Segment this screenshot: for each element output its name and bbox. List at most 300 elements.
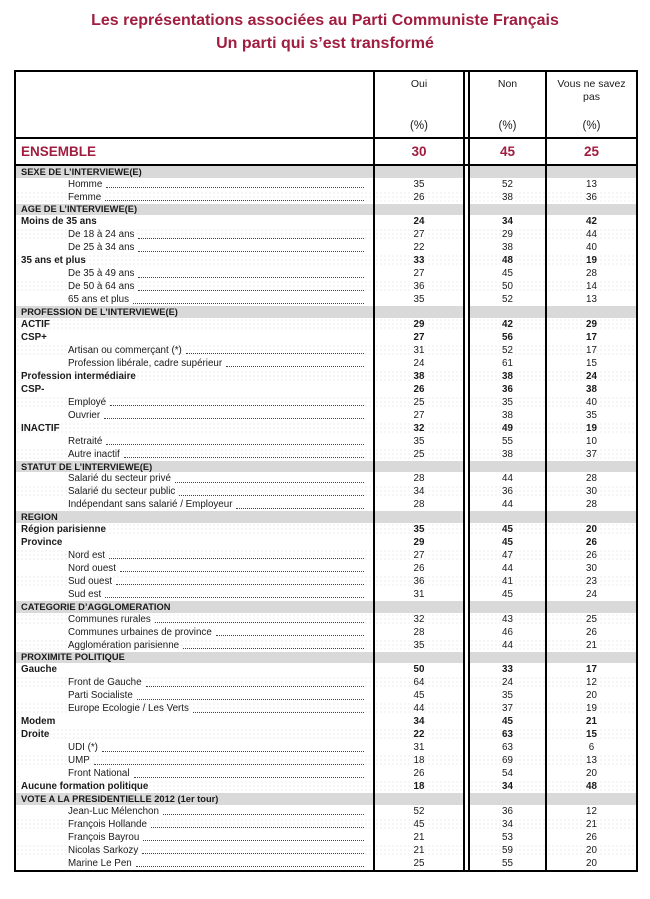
nsp-value: 40	[547, 396, 636, 409]
nsp-value: 42	[586, 216, 597, 228]
row-label-cell	[16, 805, 375, 818]
non-value: 36	[468, 383, 547, 396]
nsp-value: 20	[547, 523, 636, 536]
section-band-cell	[375, 461, 465, 473]
non-value: 52	[468, 178, 547, 191]
column-label: Oui	[410, 78, 428, 90]
table-row	[16, 215, 636, 228]
oui-value: 38	[375, 370, 465, 383]
dotted-leader	[216, 635, 364, 636]
non-value: 48	[468, 254, 547, 267]
dotted-leader	[136, 866, 364, 867]
table-row	[16, 831, 636, 844]
oui-value: 33	[375, 254, 465, 267]
oui-value: 25	[375, 857, 465, 870]
table-row	[16, 805, 636, 818]
section-band-cell	[547, 652, 636, 664]
section-band-cell	[375, 511, 465, 523]
oui-value: 21	[375, 844, 465, 857]
section-header-row	[16, 601, 636, 613]
section-header-row	[16, 204, 636, 216]
row-label: ACTIF	[21, 318, 50, 330]
oui-value: 18	[375, 754, 465, 767]
nsp-value: 25	[547, 613, 636, 626]
row-label-cell	[16, 228, 375, 241]
row-label: Agglomération parisienne	[68, 639, 180, 651]
non-value: 44	[468, 472, 547, 485]
non-value: 47	[468, 549, 547, 562]
dotted-leader	[155, 622, 364, 623]
non-value: 38	[468, 191, 547, 204]
dotted-leader	[138, 238, 364, 239]
oui-value: 27	[375, 267, 465, 280]
oui-value: 36	[375, 575, 465, 588]
row-label-cell	[16, 626, 375, 639]
dotted-leader	[175, 482, 364, 483]
oui-value: 45	[375, 689, 465, 702]
table-row	[16, 639, 636, 652]
non-value: 54	[468, 767, 547, 780]
row-label: CSP-	[21, 383, 45, 395]
oui-value: 27	[375, 331, 465, 344]
table-row	[16, 409, 636, 422]
percent-unit: (%)	[582, 119, 601, 132]
non-value: 52	[468, 344, 547, 357]
non-value: 38	[468, 448, 547, 461]
row-label: Indépendant sans salarié / Employeur	[68, 499, 233, 511]
non-value: 34	[468, 215, 547, 228]
oui-value: 26	[375, 767, 465, 780]
table-row	[16, 536, 636, 549]
table-row	[16, 344, 636, 357]
non-value: 35	[468, 689, 547, 702]
table-header-row	[16, 72, 636, 139]
section-band-cell	[375, 166, 465, 178]
dotted-leader	[106, 187, 364, 188]
dotted-leader	[138, 277, 364, 278]
nsp-value: 17	[586, 331, 597, 343]
section-header-label: SEXE DE L’INTERVIEWE(E)	[16, 166, 375, 178]
row-label: Gauche	[21, 664, 57, 676]
oui-value: 22	[375, 728, 465, 741]
section-header-label: REGION	[16, 511, 375, 523]
table-row	[16, 383, 636, 396]
nsp-value: 28	[586, 268, 597, 280]
table-row	[16, 702, 636, 715]
oui-value: 29	[375, 318, 465, 331]
table-row	[16, 523, 636, 536]
dotted-leader	[94, 764, 364, 765]
row-label: UDI (*)	[68, 742, 98, 754]
row-label: Salarié du secteur privé	[68, 473, 171, 485]
row-label-cell	[16, 191, 375, 204]
dotted-leader	[183, 648, 364, 649]
non-value: 34	[468, 780, 547, 793]
row-label: CSP+	[21, 331, 47, 343]
nsp-value: 28	[586, 499, 597, 511]
table-row	[16, 857, 636, 870]
row-label-cell	[16, 715, 375, 728]
nsp-value: 15	[547, 728, 636, 741]
row-label: François Hollande	[68, 818, 147, 830]
dotted-leader	[120, 571, 364, 572]
oui-value: 27	[375, 228, 465, 241]
row-label: Autre inactif	[68, 448, 120, 460]
row-label-cell	[16, 472, 375, 485]
nsp-value: 10	[586, 435, 597, 447]
row-label-cell	[16, 663, 375, 676]
dotted-leader	[138, 251, 364, 252]
section-header-row	[16, 652, 636, 664]
nsp-value: 19	[547, 422, 636, 435]
ensemble-nsp-value: 25	[583, 144, 600, 159]
oui-value: 45	[375, 818, 465, 831]
non-value: 38	[468, 241, 547, 254]
oui-value: 35	[375, 178, 465, 191]
non-value: 45	[468, 588, 547, 601]
dotted-leader	[193, 712, 364, 713]
non-value: 55	[468, 857, 547, 870]
nsp-value: 19	[547, 254, 636, 267]
section-band-cell	[547, 461, 636, 473]
table-row	[16, 435, 636, 448]
oui-value: 44	[375, 702, 465, 715]
table-row	[16, 626, 636, 639]
section-band-cell	[375, 204, 465, 216]
row-label: Aucune formation politique	[21, 781, 149, 793]
non-value: 45	[468, 523, 547, 536]
non-value: 34	[468, 818, 547, 831]
row-label: 35 ans et plus	[21, 255, 86, 267]
table-row	[16, 178, 636, 191]
non-value: 56	[468, 331, 547, 344]
table-row	[16, 844, 636, 857]
row-label-cell	[16, 689, 375, 702]
oui-value: 25	[375, 396, 465, 409]
dotted-leader	[142, 853, 364, 854]
nsp-value: 13	[547, 754, 636, 767]
nsp-value: 20	[586, 857, 597, 869]
row-label: Front de Gauche	[68, 677, 142, 689]
row-label-cell	[16, 293, 375, 306]
section-band-cell	[468, 166, 547, 178]
section-band-cell	[547, 511, 636, 523]
row-label-cell	[16, 396, 375, 409]
section-header-row	[16, 166, 636, 178]
oui-value: 24	[375, 215, 465, 228]
column-label: Vous ne savez pas	[557, 78, 626, 104]
nsp-value: 12	[586, 805, 597, 817]
oui-value: 21	[375, 831, 465, 844]
dotted-leader	[143, 840, 364, 841]
oui-value: 27	[375, 409, 465, 422]
table-row	[16, 280, 636, 293]
non-value: 53	[468, 831, 547, 844]
row-label: De 18 à 24 ans	[68, 229, 135, 241]
row-label-cell	[16, 241, 375, 254]
page-title-line1: Les représentations associées au Parti Communiste Français	[91, 12, 559, 29]
section-header-label: PROXIMITE POLITIQUE	[16, 652, 375, 664]
nsp-value: 35	[586, 409, 597, 421]
non-value: 52	[468, 293, 547, 306]
table-row	[16, 318, 636, 331]
row-label-cell	[16, 498, 375, 511]
percent-unit: (%)	[410, 119, 428, 132]
row-label: Salarié du secteur public	[68, 486, 176, 498]
ensemble-non-value: 45	[468, 139, 547, 164]
row-label: Sud est	[68, 588, 102, 600]
row-label-cell	[16, 485, 375, 498]
table-row	[16, 588, 636, 601]
nsp-value: 29	[547, 318, 636, 331]
row-label: Marine Le Pen	[68, 857, 132, 869]
row-label-cell	[16, 728, 375, 741]
dotted-leader	[146, 686, 364, 687]
non-value: 36	[468, 485, 547, 498]
row-label-cell	[16, 702, 375, 715]
row-label-cell	[16, 435, 375, 448]
section-band-cell	[468, 204, 547, 216]
ensemble-row	[16, 139, 636, 166]
nsp-value: 20	[586, 768, 597, 780]
oui-value: 29	[375, 536, 465, 549]
table-row	[16, 357, 636, 370]
row-label: Modem	[21, 716, 56, 728]
non-value: 44	[468, 562, 547, 575]
header-empty-cell	[16, 72, 375, 137]
non-value: 43	[468, 613, 547, 626]
row-label-cell	[16, 549, 375, 562]
table-row	[16, 241, 636, 254]
row-label: François Bayrou	[68, 831, 140, 843]
nsp-value: 24	[547, 370, 636, 383]
row-label-cell	[16, 267, 375, 280]
nsp-value: 21	[547, 639, 636, 652]
column-header-non	[468, 72, 547, 137]
non-value: 61	[468, 357, 547, 370]
non-value: 55	[468, 435, 547, 448]
nsp-value: 12	[547, 676, 636, 689]
table-row	[16, 562, 636, 575]
nsp-value: 21	[547, 818, 636, 831]
table-row	[16, 767, 636, 780]
table-row	[16, 818, 636, 831]
row-label-cell	[16, 523, 375, 536]
page-title-line2: Un parti qui s’est transformé	[216, 35, 434, 53]
row-label: Région parisienne	[21, 523, 106, 535]
oui-value: 31	[375, 344, 465, 357]
section-header-row	[16, 461, 636, 473]
table-row	[16, 448, 636, 461]
table-row	[16, 754, 636, 767]
dotted-leader	[104, 418, 364, 419]
row-label-cell	[16, 536, 375, 549]
row-label-cell	[16, 422, 375, 435]
section-header-label: AGE DE L’INTERVIEWE(E)	[16, 204, 375, 216]
non-value: 24	[468, 676, 547, 689]
percent-unit: (%)	[498, 119, 517, 132]
non-value: 42	[468, 318, 547, 331]
non-value: 69	[468, 754, 547, 767]
row-label-cell	[16, 178, 375, 191]
oui-value: 50	[375, 663, 465, 676]
oui-value: 25	[375, 448, 465, 461]
oui-value: 35	[375, 435, 465, 448]
table-row	[16, 715, 636, 728]
row-label-cell	[16, 639, 375, 652]
row-label: Profession libérale, cadre supérieur	[68, 357, 223, 369]
non-value: 45	[468, 536, 547, 549]
section-band-cell	[468, 652, 547, 664]
table-row	[16, 485, 636, 498]
row-label-cell	[16, 562, 375, 575]
nsp-value: 20	[586, 690, 597, 702]
non-value: 37	[468, 702, 547, 715]
nsp-value: 13	[586, 178, 597, 190]
oui-value: 31	[375, 588, 465, 601]
row-label: Parti Socialiste	[68, 690, 133, 702]
dotted-leader	[163, 814, 364, 815]
section-band-cell	[375, 652, 465, 664]
nsp-value: 40	[586, 242, 597, 254]
dotted-leader	[186, 353, 364, 354]
row-label: Sud ouest	[68, 575, 113, 587]
section-band-cell	[468, 306, 547, 318]
dotted-leader	[110, 405, 364, 406]
nsp-value: 26	[547, 549, 636, 562]
section-header-row	[16, 306, 636, 318]
section-band-cell	[547, 601, 636, 613]
row-label-cell	[16, 280, 375, 293]
row-label-cell	[16, 318, 375, 331]
table-row	[16, 254, 636, 267]
oui-value: 34	[375, 485, 465, 498]
row-label: 65 ans et plus	[68, 294, 130, 306]
row-label-cell	[16, 254, 375, 267]
row-label-cell	[16, 613, 375, 626]
section-band-cell	[468, 601, 547, 613]
row-label: De 25 à 34 ans	[68, 242, 135, 254]
table-row	[16, 331, 636, 344]
row-label-cell	[16, 331, 375, 344]
row-label-cell	[16, 344, 375, 357]
table-row	[16, 676, 636, 689]
non-value: 63	[468, 728, 547, 741]
row-label: Ouvrier	[68, 409, 101, 421]
survey-table	[14, 70, 638, 872]
nsp-value: 26	[586, 626, 597, 638]
dotted-leader	[105, 597, 364, 598]
row-label-cell	[16, 357, 375, 370]
row-label-cell	[16, 676, 375, 689]
dotted-leader	[226, 366, 364, 367]
row-label-cell	[16, 857, 375, 870]
nsp-value: 17	[547, 344, 636, 357]
table-row	[16, 498, 636, 511]
section-band-cell	[375, 306, 465, 318]
section-band-cell	[547, 793, 636, 805]
row-label: Communes rurales	[68, 613, 151, 625]
row-label: Homme	[68, 178, 103, 190]
non-value: 45	[468, 267, 547, 280]
oui-value: 26	[375, 562, 465, 575]
nsp-value: 20	[547, 844, 636, 857]
oui-value: 35	[375, 639, 465, 652]
row-label: Moins de 35 ans	[21, 216, 97, 228]
nsp-value: 48	[547, 780, 636, 793]
row-label-cell	[16, 409, 375, 422]
dotted-leader	[102, 751, 364, 752]
non-value: 46	[468, 626, 547, 639]
non-value: 38	[468, 409, 547, 422]
row-label: Front National	[68, 768, 130, 780]
row-label: Europe Ecologie / Les Verts	[68, 703, 189, 715]
dotted-leader	[137, 699, 364, 700]
row-label-cell	[16, 215, 375, 228]
nsp-value: 44	[547, 228, 636, 241]
table-body	[16, 166, 636, 870]
dotted-leader	[138, 290, 364, 291]
row-label-cell	[16, 844, 375, 857]
table-row	[16, 472, 636, 485]
section-band-cell	[375, 793, 465, 805]
row-label: Employé	[68, 396, 107, 408]
column-header-oui	[375, 72, 465, 137]
nsp-value: 28	[586, 473, 597, 485]
row-label: Profession intermédiaire	[21, 370, 136, 382]
ensemble-oui-value: 30	[375, 139, 465, 164]
non-value: 41	[468, 575, 547, 588]
oui-value: 24	[375, 357, 465, 370]
row-label: Nord est	[68, 549, 106, 561]
nsp-value: 24	[586, 588, 597, 600]
oui-value: 28	[375, 498, 465, 511]
nsp-value: 30	[586, 562, 597, 574]
non-value: 38	[468, 370, 547, 383]
row-label: Nord ouest	[68, 562, 116, 574]
oui-value: 32	[375, 422, 465, 435]
oui-value: 31	[375, 741, 465, 754]
oui-value: 35	[375, 293, 465, 306]
table-row	[16, 613, 636, 626]
nsp-value: 23	[547, 575, 636, 588]
dotted-leader	[236, 508, 364, 509]
non-value: 63	[468, 741, 547, 754]
non-value: 36	[468, 805, 547, 818]
row-label-cell	[16, 575, 375, 588]
non-value: 35	[468, 396, 547, 409]
non-value: 44	[468, 498, 547, 511]
table-row	[16, 689, 636, 702]
oui-value: 32	[375, 613, 465, 626]
nsp-value: 19	[547, 702, 636, 715]
row-label-cell	[16, 818, 375, 831]
table-row	[16, 422, 636, 435]
section-header-label: CATEGORIE D’AGGLOMERATION	[16, 601, 375, 613]
table-row	[16, 549, 636, 562]
table-row	[16, 741, 636, 754]
row-label-cell	[16, 383, 375, 396]
dotted-leader	[109, 558, 364, 559]
table-row	[16, 370, 636, 383]
nsp-value: 26	[586, 536, 597, 548]
oui-value: 28	[375, 472, 465, 485]
dotted-leader	[124, 457, 364, 458]
dotted-leader	[116, 584, 364, 585]
section-band-cell	[468, 511, 547, 523]
dotted-leader	[151, 827, 364, 828]
nsp-value: 15	[586, 357, 597, 369]
